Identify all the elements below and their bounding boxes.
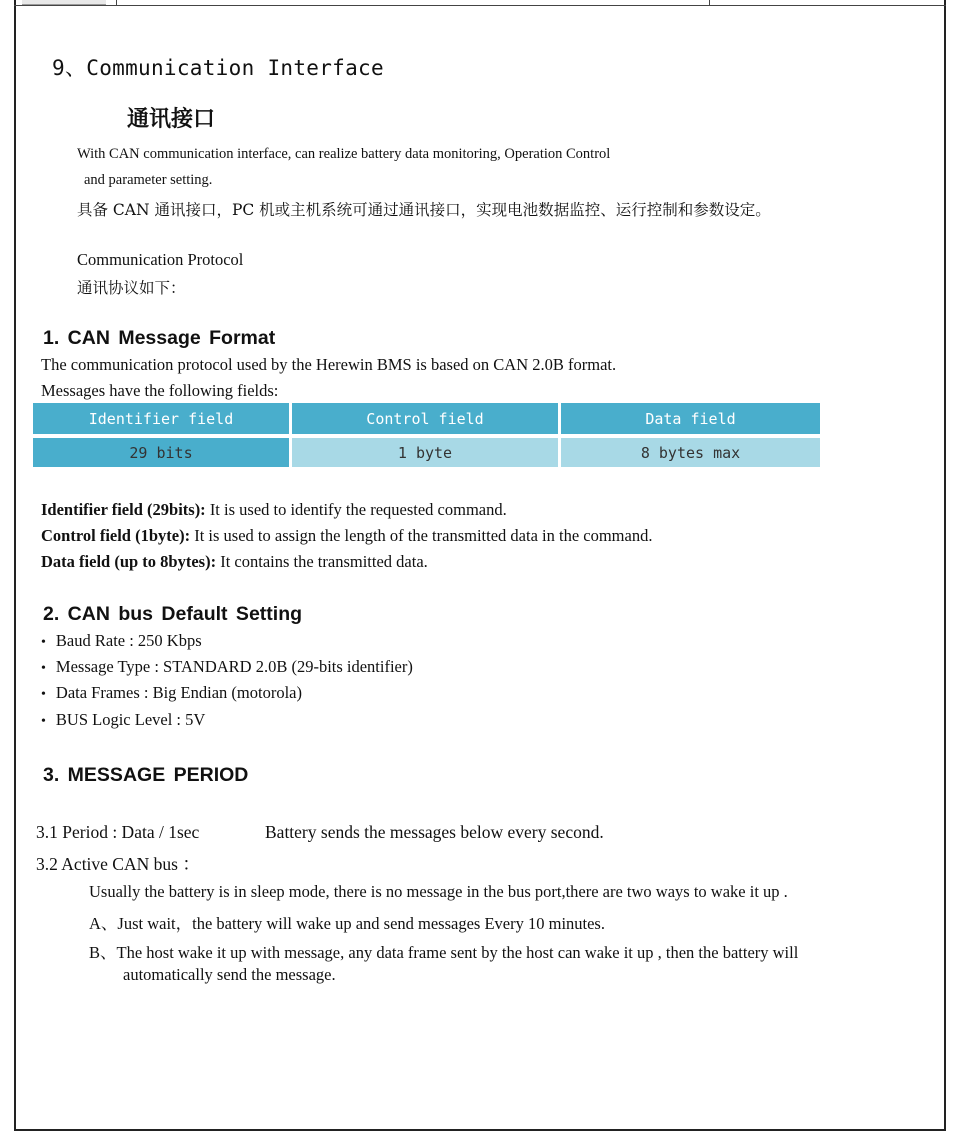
list-item-text: Baud Rate : 250 Kbps — [55, 631, 202, 650]
table-cell-control: 1 byte — [289, 438, 558, 467]
heading-title-cn: 通讯接口 — [127, 107, 216, 132]
period-label: 3.1 Period : Data / 1sec — [36, 822, 200, 842]
definition-data — [41, 552, 428, 572]
table-cell-identifier: 29 bits — [33, 438, 289, 467]
definition-desc: It contains the transmitted data. — [216, 552, 428, 571]
list-item — [41, 710, 205, 730]
header-cell-shade — [22, 0, 106, 5]
section-1-line-2: Messages have the following fields: — [41, 381, 279, 400]
intro-line-1: With CAN communication interface, can realize battery data monitoring, Operation Control — [77, 146, 611, 162]
period-description: Battery sends the messages below every second. — [265, 822, 604, 842]
active-can-intro: Usually the battery is in sleep mode, there is no message in the bus port,there are two ways to wake it up . — [89, 882, 788, 901]
definition-identifier — [41, 500, 507, 520]
definition-term: Data field (up to 8bytes): — [41, 552, 217, 571]
list-item-text: BUS Logic Level : 5V — [55, 710, 206, 729]
bullet-icon: • — [41, 661, 46, 676]
definition-desc: It is used to identify the requested command. — [205, 500, 507, 519]
section-1-title: 1. CAN Message Format — [43, 327, 276, 349]
bullet-icon: • — [41, 635, 46, 650]
list-item — [41, 631, 202, 651]
bullet-icon: • — [41, 687, 46, 702]
definition-desc: It is used to assign the length of the transmitted data in the command. — [190, 526, 653, 545]
bullet-icon: • — [41, 714, 46, 729]
header-divider-left — [116, 0, 117, 6]
option-b-line-2: automatically send the message. — [123, 965, 336, 984]
table-cell-data: 8 bytes max — [558, 438, 820, 467]
table-row — [33, 438, 820, 467]
definition-term: Control field (1byte): — [41, 526, 191, 545]
section-3-title: 3. MESSAGE PERIOD — [43, 764, 249, 786]
list-item-text: Message Type : STANDARD 2.0B (29-bits identifier) — [55, 657, 413, 676]
protocol-label: Communication Protocol — [77, 250, 244, 269]
intro-line-2: and parameter setting. — [84, 172, 213, 188]
list-item — [41, 683, 302, 703]
table-header-row — [33, 403, 820, 434]
section-heading — [52, 52, 384, 82]
header-divider-right — [709, 0, 710, 6]
heading-title: Communication Interface — [86, 56, 384, 80]
table-header-control: Control field — [289, 403, 558, 434]
section-2-title: 2. CAN bus Default Setting — [43, 603, 303, 625]
definition-term: Identifier field (29bits): — [41, 500, 206, 519]
option-b-line-1: B、The host wake it up with message, any data frame sent by the host can wake it up , then the battery will — [89, 943, 799, 962]
table-header-data: Data field — [558, 403, 820, 434]
heading-number: 9、 — [52, 56, 87, 80]
protocol-label-cn: 通讯协议如下： — [77, 279, 186, 297]
active-can-label: 3.2 Active CAN bus ： — [36, 854, 200, 874]
intro-line-cn: 具备 CAN 通讯接口，PC 机或主机系统可通过通讯接口，实现电池数据监控、运行控制和参数设定。 — [77, 201, 771, 219]
can-fields-table — [33, 403, 820, 467]
header-rule — [14, 5, 946, 6]
list-item-text: Data Frames : Big Endian (motorola) — [55, 683, 302, 702]
definition-control — [41, 526, 652, 546]
list-item — [41, 657, 413, 677]
table-header-identifier: Identifier field — [33, 403, 289, 434]
section-1-line-1: The communication protocol used by the Herewin BMS is based on CAN 2.0B format. — [41, 355, 617, 374]
option-a: A、Just wait，the battery will wake up and send messages Every 10 minutes. — [89, 914, 605, 933]
